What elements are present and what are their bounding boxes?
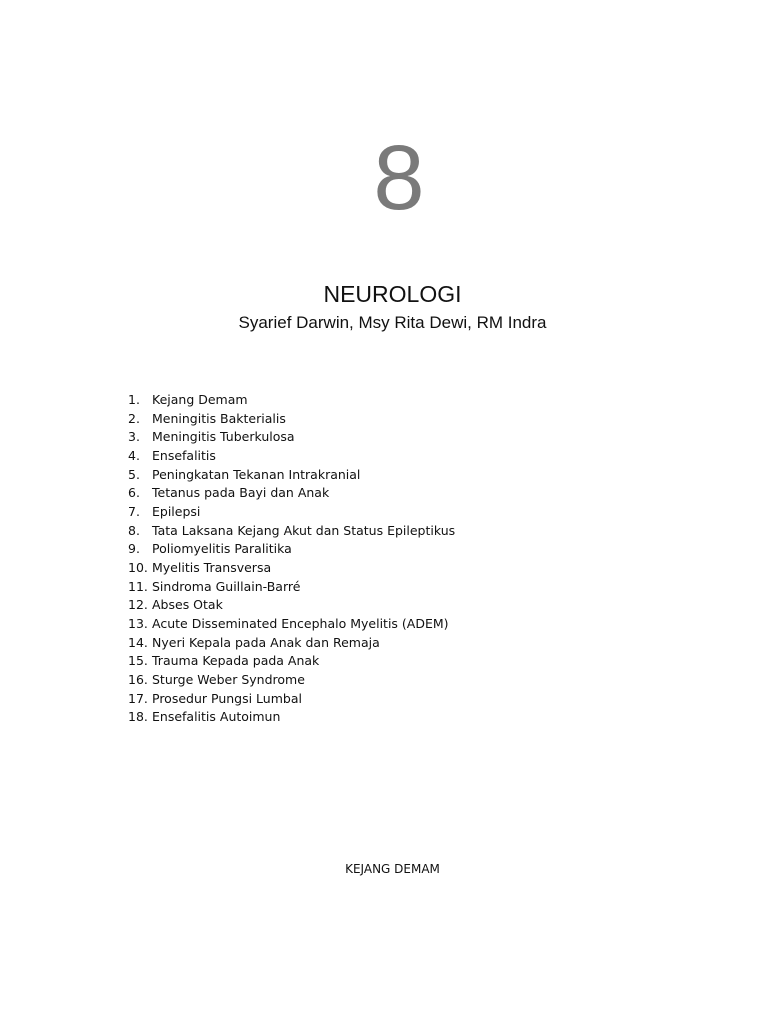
toc-item [128, 503, 455, 522]
toc-item [128, 708, 455, 727]
toc-item [128, 466, 455, 485]
toc-item [128, 634, 455, 653]
toc-item-number: 6. [128, 485, 140, 501]
toc-item-number: 10. [128, 559, 148, 575]
toc-item-title: Peningkatan Tekanan Intrakranial [152, 466, 361, 482]
toc-item-title: Sturge Weber Syndrome [152, 671, 305, 687]
section-heading: KEJANG DEMAM [345, 862, 440, 876]
toc-item-title: Kejang Demam [152, 392, 248, 407]
toc-item-title: Epilepsi [152, 503, 201, 519]
toc-item [128, 540, 455, 559]
toc-item-title: Prosedur Pungsi Lumbal [152, 690, 302, 706]
toc-item-title: Meningitis Tuberkulosa [152, 429, 295, 445]
toc-item [128, 690, 455, 709]
toc-item-number: 3. [128, 429, 140, 445]
toc-item [128, 447, 455, 466]
toc-item-number: 7. [128, 503, 140, 519]
table-of-contents [128, 391, 455, 727]
toc-item-title: Poliomyelitis Paralitika [152, 541, 292, 557]
chapter-authors: Syarief Darwin, Msy Rita Dewi, RM Indra [238, 313, 547, 332]
toc-item [128, 559, 455, 578]
toc-item-title: Meningitis Bakterialis [152, 410, 286, 426]
toc-item [128, 596, 455, 615]
toc-item-number: 16. [128, 671, 148, 687]
toc-item-title: Sindroma Guillain-Barré [152, 578, 301, 594]
toc-item-number: 11. [128, 578, 148, 594]
toc-item-title: Abses Otak [152, 597, 223, 613]
toc-item [128, 484, 455, 503]
toc-item [128, 391, 455, 410]
toc-item-number: 15. [128, 653, 148, 669]
toc-item-number: 8. [128, 522, 140, 538]
toc-item-title: Ensefalitis [152, 447, 216, 463]
toc-item-title: Tata Laksana Kejang Akut dan Status Epileptikus [152, 522, 456, 538]
toc-item-number: 12. [128, 597, 148, 613]
toc-item-title: Tetanus pada Bayi dan Anak [152, 485, 330, 501]
toc-item-title: Myelitis Transversa [152, 559, 272, 575]
chapter-number: 8 [373, 127, 425, 229]
toc-item [128, 578, 455, 597]
toc-item-title: Acute Disseminated Encephalo Myelitis (ADEM) [152, 615, 449, 631]
toc-item-number: 18. [128, 709, 148, 725]
toc-item [128, 522, 455, 541]
toc-item [128, 428, 455, 447]
toc-item-number: 13. [128, 615, 148, 631]
toc-item [128, 615, 455, 634]
toc-item [128, 652, 455, 671]
toc-item-number: 14. [128, 634, 148, 650]
toc-item-number: 5. [128, 466, 140, 482]
toc-item-title: Trauma Kepada pada Anak [152, 653, 320, 669]
toc-item-number: 1. [128, 392, 140, 407]
toc-item [128, 410, 455, 429]
chapter-title: NEUROLOGI [323, 281, 462, 307]
toc-item [128, 671, 455, 690]
toc-item-number: 17. [128, 690, 148, 706]
toc-item-number: 9. [128, 541, 140, 557]
toc-item-title: Ensefalitis Autoimun [152, 709, 281, 725]
toc-item-number: 2. [128, 410, 140, 426]
toc-item-number: 4. [128, 447, 140, 463]
toc-item-title: Nyeri Kepala pada Anak dan Remaja [152, 634, 380, 650]
